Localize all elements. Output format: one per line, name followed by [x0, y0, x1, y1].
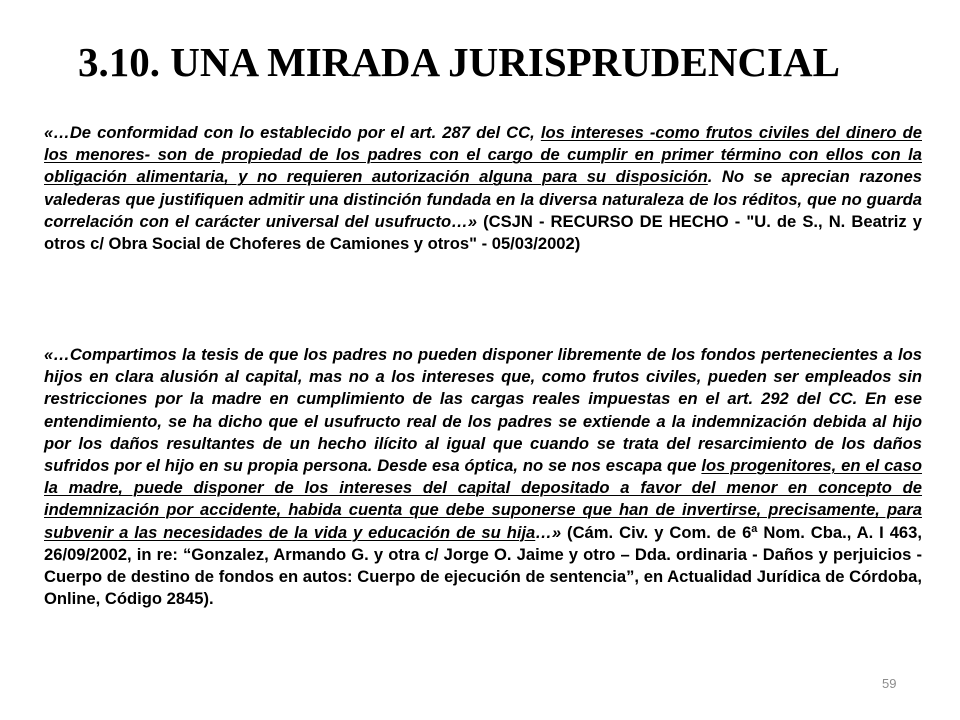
slide-title: 3.10. UNA MIRADA JURISPRUDENCIAL [78, 39, 840, 85]
citation-text: (Cám. Civ. y Com. de 6ª Nom. Cba., A. I 463, 26/09/2002, in re: “Gonzalez, Armando G. y otra c/ Jorge O. Jaime y otro – Dda. ordinaria - Daños y perjuicios - Cuerpo de destino de fondos en autos: Cuerpo de ejecución de sentencia”, en Actualidad Jurídica de Córdoba, Online, Código 2845). [44, 522, 923, 609]
quote-underlined-text: los intereses -como frutos civiles del dinero de los menores- son de propiedad de los padres con el cargo de cumplir en primer término con ellos con la obligación alimentaria, y no requieren autorización alguna para su disposición [44, 123, 922, 187]
quote-text: «…Compartimos la tesis de que los padres no pueden disponer libremente de los fondos pertenecientes a los hijos en clara alusión al capital, mas no a los intereses que, como frutos civiles, pueden ser empleados sin restricciones por la madre en cumplimiento de las cargas reales impuestas en el art. 292 del CC. En ese entendimiento, se ha dicho que el usufructo real de los padres se extiende a la indemnización debida al hijo por los daños resultantes de un hecho ilícito al igual que cuando se trata del resarcimiento de los daños sufridos por el hijo en su propia persona. Desde esa óptica, no se nos escapa que [44, 345, 922, 476]
quote-text-end: . No se aprecian razones valederas que justifiquen admitir una distinción fundada en la diversa naturaleza de los réditos, que no guarda correlación con el carácter universal del usufructo…» [44, 167, 922, 231]
quote-text-end: …» [535, 522, 562, 542]
citation-text: (CSJN - RECURSO DE HECHO - "U. de S., N. Beatriz y otros c/ Obra Social de Choferes de Camiones y otros" - 05/03/2002) [44, 211, 922, 254]
quote-underlined-text: los progenitores, en el caso la madre, puede disponer de los intereses del capital depositado a favor del menor en concepto de indemnización por accidente, habida cuenta que debe suponerse que han de invertirse, precisamente, para subvenir a las necesidades de la vida y educación de su hija [44, 456, 922, 542]
jurisprudence-paragraph-1 [44, 122, 922, 255]
quote-text: «…De conformidad con lo establecido por el art. 287 del CC, [44, 123, 541, 142]
page-number: 59 [882, 676, 897, 691]
jurisprudence-paragraph-2 [44, 344, 922, 610]
